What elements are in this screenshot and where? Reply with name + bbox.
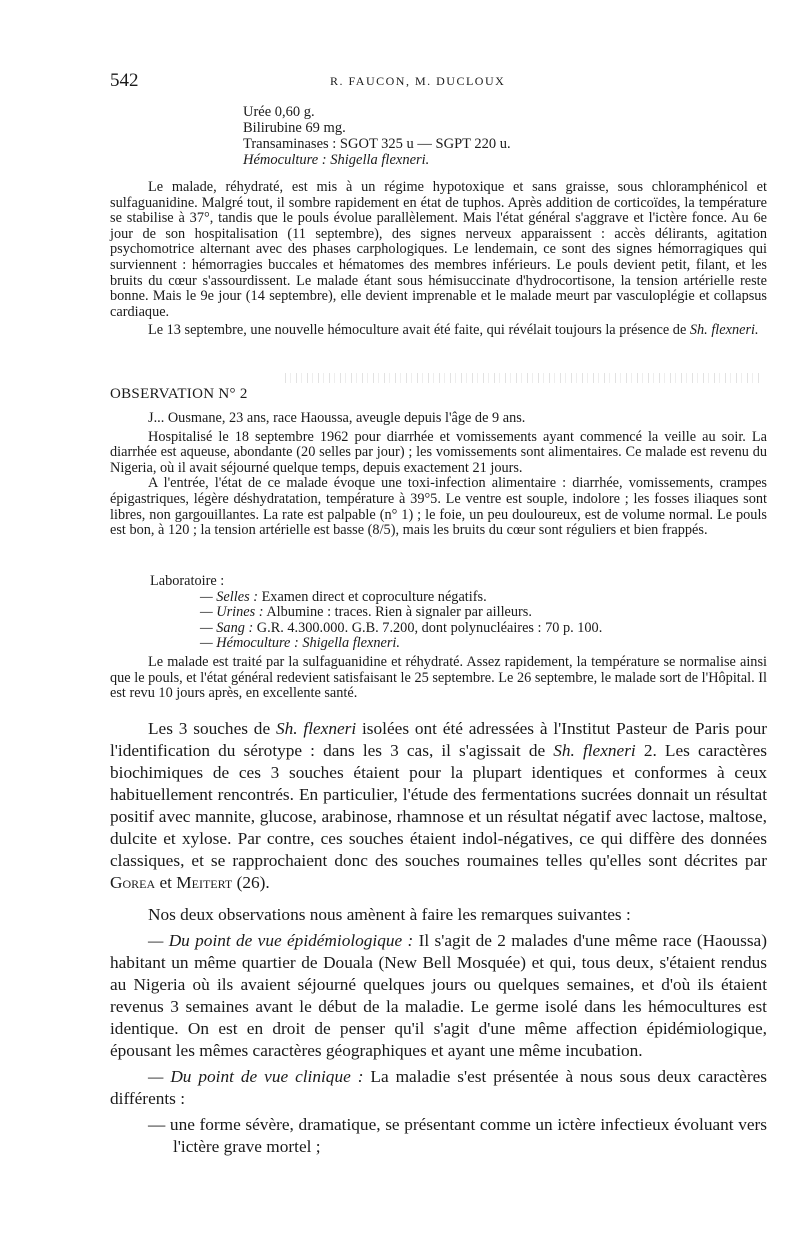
running-title: R. FAUCON, M. DUCLOUX (330, 74, 506, 88)
page-header (110, 70, 750, 94)
species-name: Sh. flexneri. (689, 322, 759, 339)
observation2-text (110, 411, 767, 539)
discussion-list-item-severe: — une forme sévère, dramatique, se présentant comme un ictère infectieux évoluant vers l'ictère grave mortel ; (148, 1115, 767, 1156)
discussion-paragraph-clinical (110, 1066, 767, 1110)
author-name: Meitert (176, 873, 233, 892)
observation-heading: OBSERVATION N° 2 (110, 386, 248, 402)
lab-item-value: Examen direct et coproculture négatifs. (261, 588, 487, 605)
obs2-paragraph-entry: A l'entrée, l'état de ce malade évoque une toxi-infection alimentaire : diarrhée, vomissements, crampes épigastriques, légère déshydratation, température à 39°5. Le ventre est souple, indolore ; les fosses iliaques sont libres, non gargouillantes. La rate est palpable (n° 1) ; le foie, un peu douloureux, est de volume normal. Le pouls est bon, à 120 ; la tension artérielle est basse (8/5), mais les bruits du cœur sont réguliers et bien frappés. (110, 475, 767, 539)
text-run: La maladie s'est présentée à nous sous deux caractères différents : (110, 1067, 767, 1108)
reference: (26). (232, 873, 270, 892)
discussion-paragraph-intro: Nos deux observations nous amènent à faire les remarques suivantes : (148, 905, 631, 924)
obs2-paragraph-treatment: Le malade est traité par la sulfaguanidine et réhydraté. Assez rapidement, la température se normalise ainsi que le pouls, et l'état général redevient satisfaisant le 25 septembre. Le 26 septembre, le malade sort de l'Hôpital. Il est revu 10 jours après, en excellente santé. (110, 654, 767, 702)
species-name: Sh. flexneri (275, 719, 357, 738)
lab-item-value: Shigella flexneri. (302, 635, 400, 652)
lab-line-hemoculture: Hémoculture : Shigella flexneri. (243, 152, 430, 168)
text-run: 2. Les caractères biochimiques de ces 3 souches étaient pour la plupart identiques et conformes à ceux habituellement rencontrés. En particulier, l'étude des fermentations sucrées donnait un résultat positif avec mannite, glucose, arabinose, rhamnose et un résultat négatif avec lactose, maltose, dulcite et xylose. Par contre, ces souches étaient indol-négatives, ce qui diffère des données classiques, et se rapprochaient donc des souches roumaines telles qu'elles sont décrites par (110, 741, 767, 870)
text-run: et (155, 873, 177, 892)
case1-text (110, 180, 767, 339)
lab-item-value: G.R. 4.300.000. G.B. 7.200, dont polynucléaires : 70 p. 100. (256, 619, 603, 636)
discussion-paragraph-epidemiology (110, 930, 767, 1062)
lab-item-selles (150, 590, 602, 606)
lab-line-transaminases: Transaminases : SGOT 325 u — SGPT 220 u. (243, 136, 511, 152)
case1-paragraph-evolution: Le malade, réhydraté, est mis à un régime hypotoxique et sans graisse, sous chloramphénicol et sulfaguanidine. Malgré tout, il sombre rapidement en état de tuphos. Après addition de corticoïdes, la température se stabilise à 37°, tandis que le pouls évolue parallèlement. Mais l'état général s'aggrave et l'ictère fonce. Au 6e jour de son hospitalisation (11 septembre), des signes nerveux apparaissent : accès délirants, agitation psychomotrice alternant avec des phases carphologiques. Le lendemain, ce sont des signes hémorragiques qui surviennent : hémorragies buccales et hématomes des membres inférieurs. Le pouls devient petit, filant, et les bruits du cœur s'assourdissent. Le malade étant sous hémisuccinate d'hydrocortisone, la tension artérielle reste bonne. Mais le 9e jour (14 septembre), elle devient imprenable et le malade meurt par vasculoplégie et collapsus cardiaque. (110, 179, 767, 320)
discussion-text (110, 718, 767, 1158)
patient-line: J... Ousmane, 23 ans, race Haoussa, aveugle depuis l'âge de 9 ans. (148, 410, 526, 426)
section-label: — Du point de vue clinique : (148, 1067, 364, 1086)
page-number: 542 (110, 70, 139, 91)
lab-item-label: — Sang : (200, 619, 254, 636)
lab-list (150, 574, 602, 652)
species-name: Sh. flexneri (553, 741, 636, 760)
text-run: Les 3 souches de (148, 719, 276, 738)
case1-paragraph-hemoculture-text: Le 13 septembre, une nouvelle hémoculture avait été faite, qui révélait toujours la présence de (148, 322, 690, 339)
lab-item-hemoculture (150, 636, 602, 652)
lab-item-label: — Selles : (200, 588, 258, 605)
case1-paragraph-hemoculture (110, 323, 767, 339)
lab-line-uree: Urée 0,60 g. (243, 104, 315, 120)
lab-title: Laboratoire : (150, 573, 225, 589)
author-name: Gorea (110, 873, 156, 892)
lab-item-sang (150, 621, 602, 637)
text-run: Il s'agit de 2 malades d'une même race (Haoussa) habitant un même quartier de Douala (New Bell Mosquée) et qui, tous deux, s'étaient rendus au Nigeria où ils avaient séjourné quelques jours ou quelques semaines, et d'où ils étaient revenus 3 semaines avant le début de la maladie. Le germe isolé dans les hémocultures est identique. On est en droit de penser qu'il s'agit d'une même affection épidémiologique, épousant les mêmes caractères géographiques et ayant une même incubation. (110, 931, 767, 1060)
scan-artifact (285, 373, 760, 383)
lab-item-value: Albumine : traces. Rien à signaler par ailleurs. (266, 604, 532, 621)
obs2-paragraph-admission: Hospitalisé le 18 septembre 1962 pour diarrhée et vomissements ayant commencé la veille au soir. La diarrhée est aqueuse, abondante (20 selles par jour) ; les vomissements sont alimentaires. Ce malade est revenu du Nigeria, où il avait séjourné quelque temps, depuis exactement 21 jours. (110, 428, 767, 476)
text-run: isolées ont été adressées à l'Institut Pasteur de Paris pour l'identification du sérotype : dans les 3 cas, il s'agissait de (110, 719, 767, 760)
discussion-paragraph-strains (110, 718, 767, 894)
lab-item-label: — Hémoculture : (200, 635, 299, 652)
lab-item-urines (150, 605, 602, 621)
lab-item-label: — Urines : (200, 604, 264, 621)
section-label: — Du point de vue épidémiologique : (148, 931, 414, 950)
obs2-paragraph-treatment-block (110, 655, 767, 702)
lab-line-bilirubine: Bilirubine 69 mg. (243, 120, 346, 136)
